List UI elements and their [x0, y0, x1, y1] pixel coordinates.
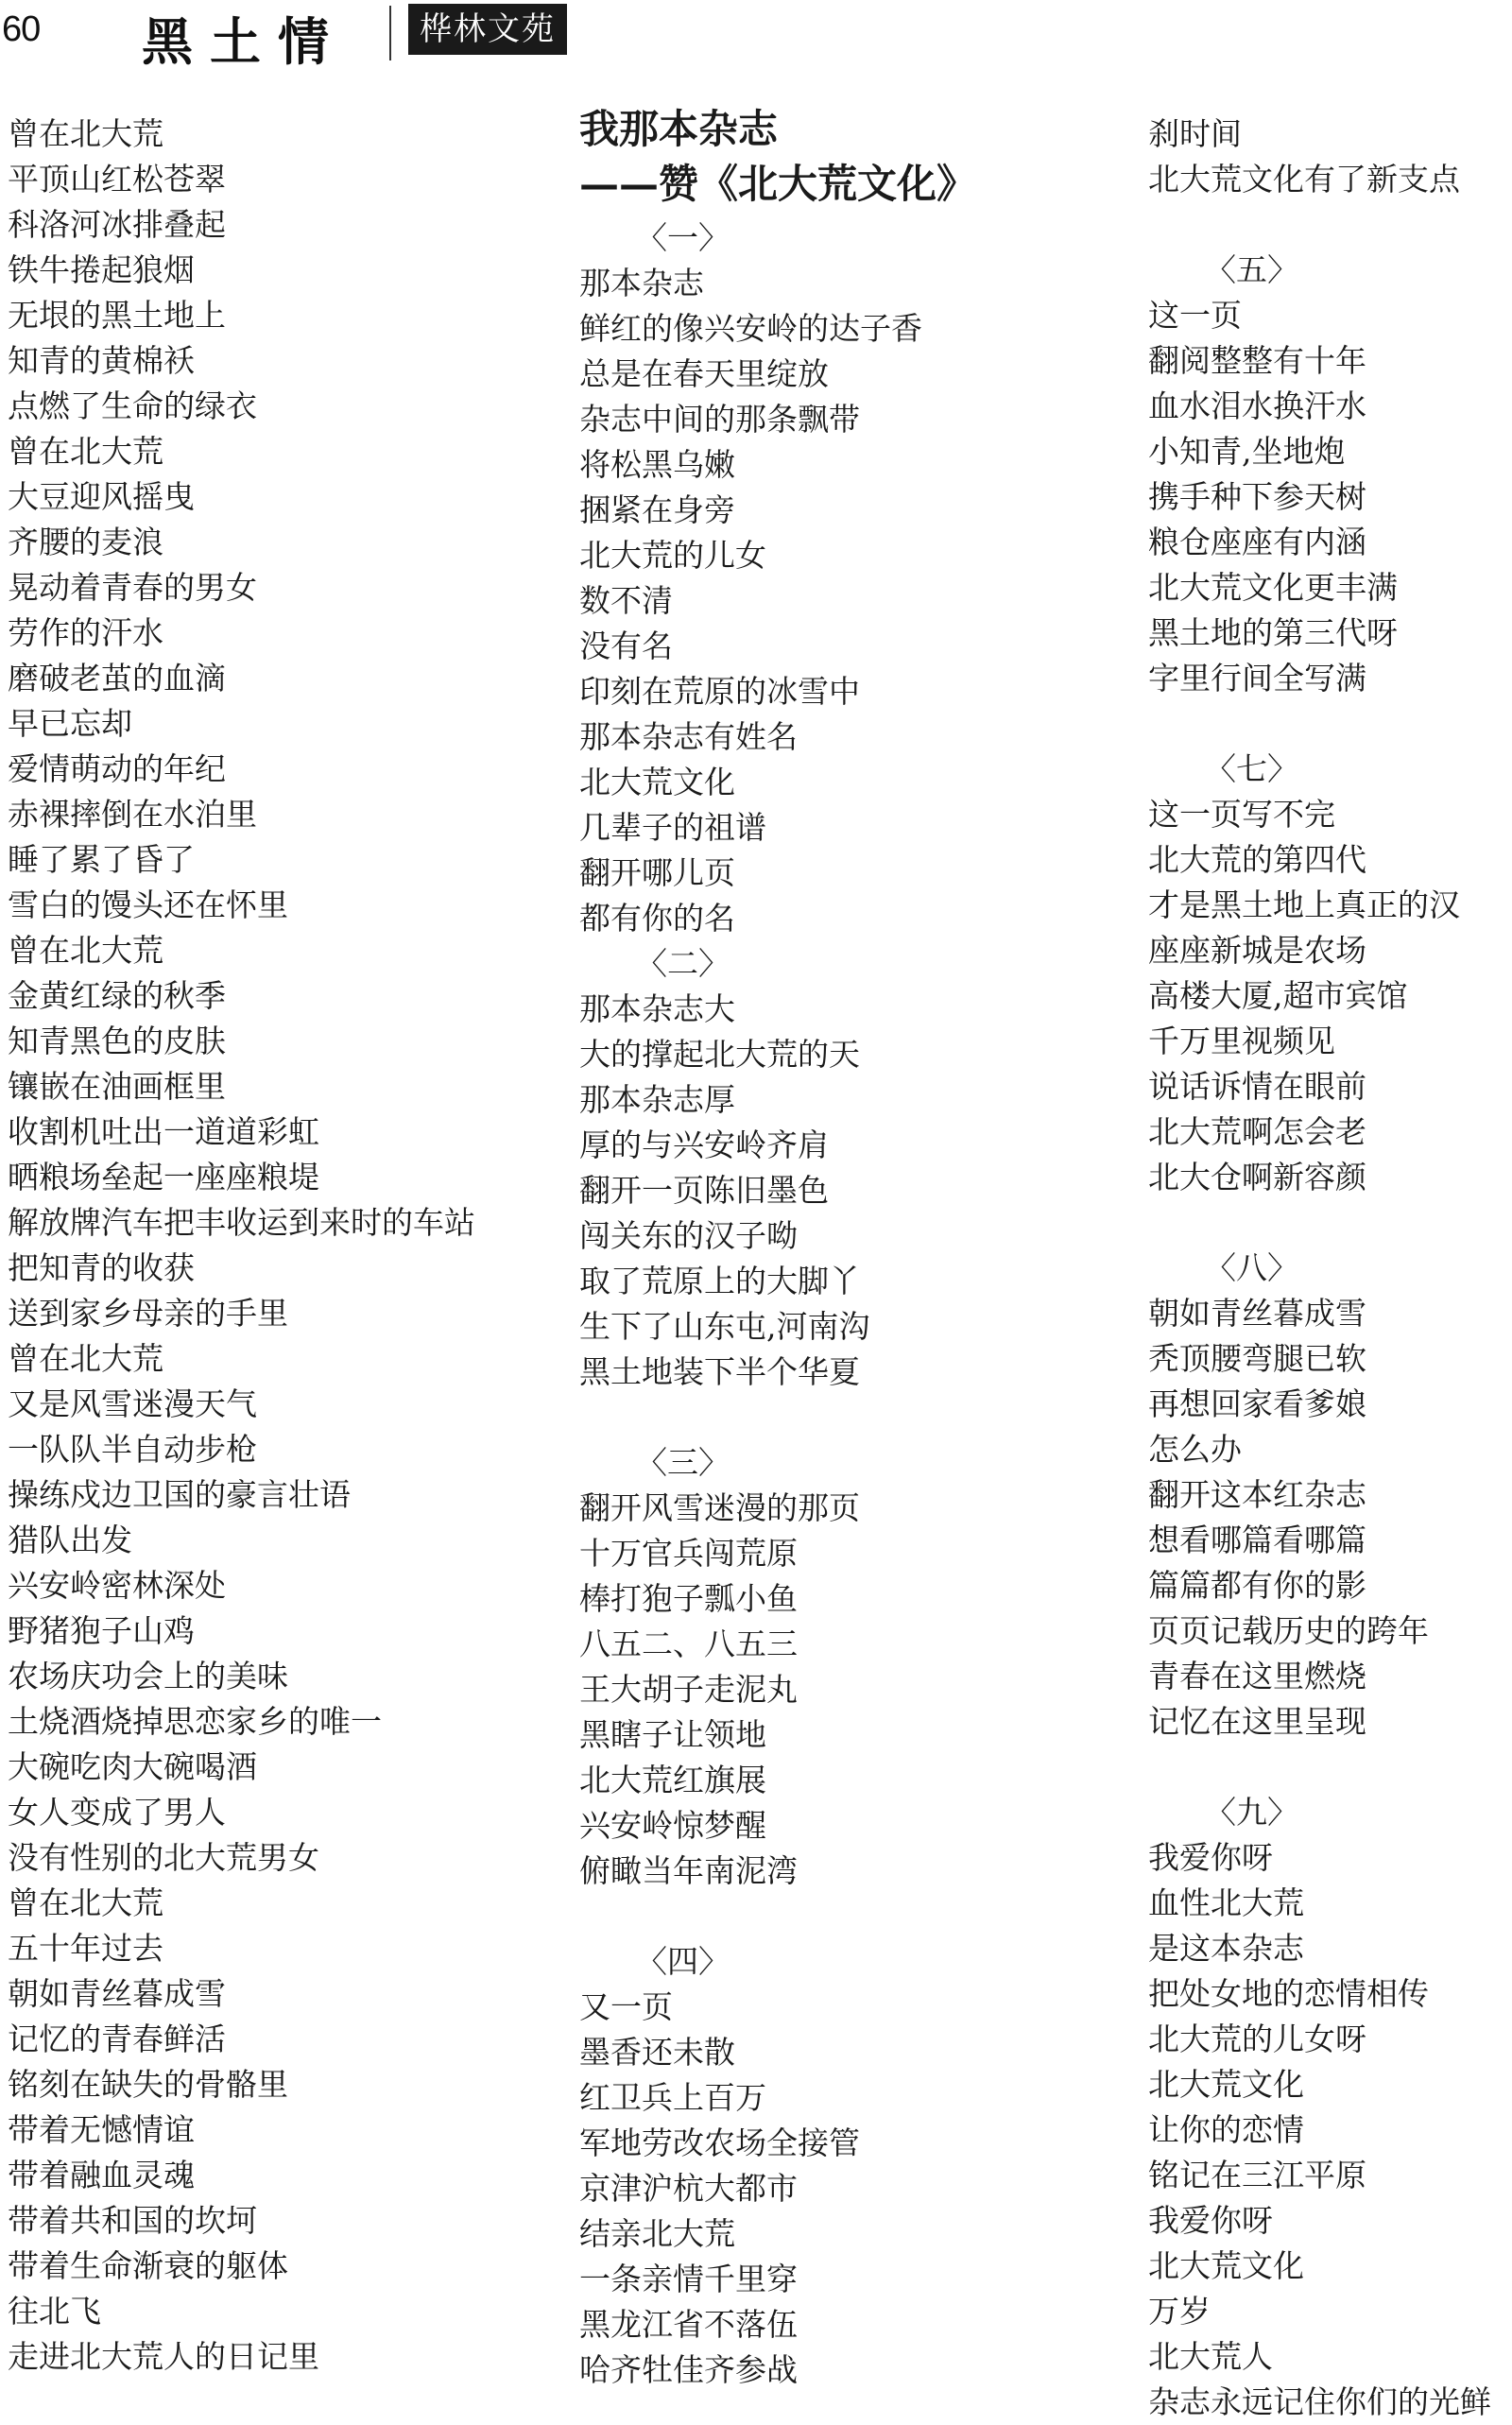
poem-line: 北大荒的儿女呀: [1148, 2021, 1366, 2057]
poem-line: 黑龙江省不落伍: [579, 2306, 798, 2343]
poem-line: 几辈子的祖谱: [579, 809, 766, 846]
stanza-break: [579, 1395, 1118, 1440]
poem-title: 我那本杂志: [579, 106, 779, 152]
poem-title-block: [579, 104, 1118, 215]
stanza-heading: 〈九〉: [1205, 1794, 1298, 1831]
poem-line: 翻开哪儿页: [579, 854, 735, 891]
poem-line: 没有性别的北大荒男女: [8, 1839, 319, 1876]
poem-line: 生下了山东屯,河南沟: [579, 1308, 870, 1345]
poem-line: 带着生命渐衰的躯体: [8, 2247, 288, 2284]
poem-line: 铁牛捲起狼烟: [8, 251, 195, 288]
poem-line: 携手种下参天树: [1148, 478, 1366, 515]
poem-line: 数不清: [579, 582, 673, 619]
poem-line: 都有你的名: [579, 900, 735, 937]
poem-line: 曾在北大荒: [8, 115, 163, 152]
poem-line: 翻阅整整有十年: [1148, 342, 1366, 379]
poem-line: 解放牌汽车把丰收运到来时的车站: [8, 1204, 475, 1241]
poem-line: 知青的黄棉袄: [8, 342, 195, 379]
poem-line: 往北飞: [8, 2293, 101, 2330]
poem-line: 王大胡子走泥丸: [579, 1671, 798, 1708]
poem-line: 让你的恋情: [1148, 2111, 1304, 2148]
poem-line: 劳作的汗水: [8, 614, 163, 651]
poem-line: 知青黑色的皮肤: [8, 1023, 226, 1059]
poem-line: 北大荒人: [1148, 2338, 1273, 2375]
poem-line: 刹时间: [1148, 115, 1242, 152]
poem-line: 再想回家看爹娘: [1148, 1385, 1366, 1422]
poem-line: 大的撑起北大荒的天: [579, 1036, 860, 1073]
poem-line: 赤裸摔倒在水泊里: [8, 796, 257, 833]
poem-line: 杂志永远记住你们的光鲜: [1148, 2383, 1491, 2420]
stanza-heading: 〈四〉: [636, 1943, 730, 1980]
poem-line: 那本杂志厚: [579, 1081, 735, 1118]
poem-line: 晃动着青春的男女: [8, 569, 257, 606]
poem-column-middle: [579, 106, 1118, 2393]
poem-line: 土烧酒烧掉思恋家乡的唯一: [8, 1703, 382, 1740]
stanza-break: [579, 1894, 1118, 1939]
poem-line: 千万里视频见: [1148, 1023, 1335, 1059]
poem-line: 翻开这本红杂志: [1148, 1476, 1366, 1513]
poem-line: 记忆的青春鲜活: [8, 2021, 226, 2057]
poem-line: 带着无憾情谊: [8, 2111, 195, 2148]
poem-line: 金黄红绿的秋季: [8, 977, 226, 1014]
poem-line: 无垠的黑土地上: [8, 297, 226, 334]
poem-line: 兴安岭惊梦醒: [579, 1807, 766, 1844]
poem-line: 军地劳改农场全接管: [579, 2124, 860, 2161]
poem-line: 红卫兵上百万: [579, 2079, 766, 2116]
poem-line: 一条亲情千里穿: [579, 2261, 798, 2297]
poem-line: 曾在北大荒: [8, 1340, 163, 1377]
poem-line: 我爱你呀: [1148, 1839, 1273, 1876]
poem-line: 一队队半自动步枪: [8, 1431, 257, 1468]
poem-line: 十万官兵闯荒原: [579, 1535, 798, 1572]
poem-line: 将松黑乌嫩: [579, 446, 735, 483]
poem-line: 我爱你呀: [1148, 2202, 1273, 2239]
poem-line: 曾在北大荒: [8, 1884, 163, 1921]
poem-line: 曾在北大荒: [8, 932, 163, 969]
poem-line: 又是风雪迷漫天气: [8, 1385, 257, 1422]
poem-line: 厚的与兴安岭齐肩: [579, 1127, 829, 1163]
poem-line: 北大荒的第四代: [1148, 841, 1366, 878]
poem-line: 小知青,坐地炮: [1148, 433, 1346, 470]
poem-line: 页页记载历史的跨年: [1148, 1612, 1429, 1649]
poem-line: 那本杂志有姓名: [579, 718, 798, 755]
poem-line: 黑土地的第三代呀: [1148, 614, 1398, 651]
poem-line: 北大荒文化: [579, 764, 735, 800]
poem-line: 俯瞰当年南泥湾: [579, 1852, 798, 1889]
poem-line: 送到家乡母亲的手里: [8, 1295, 288, 1332]
poem-line: 取了荒原上的大脚丫: [579, 1263, 860, 1299]
poem-line: 篇篇都有你的影: [1148, 1567, 1366, 1604]
poem-line: 总是在春天里绽放: [579, 355, 829, 392]
poem-line: 高楼大厦,超市宾馆: [1148, 977, 1408, 1014]
poem-line: 印刻在荒原的冰雪中: [579, 673, 860, 710]
poem-line: 是这本杂志: [1148, 1930, 1304, 1967]
poem-line: 朝如青丝暮成雪: [1148, 1295, 1366, 1332]
poem-line: 捆紧在身旁: [579, 491, 735, 528]
stanza-heading: 〈一〉: [636, 219, 730, 256]
page-number: 60: [2, 9, 41, 49]
poem-line: 猎队出发: [8, 1522, 132, 1558]
poem-line: 镶嵌在油画框里: [8, 1068, 226, 1105]
poem-line: 早已忘却: [8, 705, 132, 742]
poem-line: 八五二、八五三: [579, 1625, 798, 1662]
poem-line: 血性北大荒: [1148, 1884, 1304, 1921]
poem-line: 座座新城是农场: [1148, 932, 1366, 969]
poem-line: 怎么办: [1148, 1431, 1242, 1468]
poem-line: 把知青的收获: [8, 1249, 195, 1286]
poem-line: 闯关东的汉子呦: [579, 1217, 798, 1254]
poem-line: 北大荒文化更丰满: [1148, 569, 1398, 606]
poem-line: 曾在北大荒: [8, 433, 163, 470]
poem-line: 磨破老茧的血滴: [8, 660, 226, 697]
poem-line: 那本杂志大: [579, 990, 735, 1027]
poem-line: 杂志中间的那条飘带: [579, 401, 860, 438]
poem-line: 没有名: [579, 628, 673, 664]
stanza-heading: 〈七〉: [1205, 750, 1298, 787]
poem-line: 五十年过去: [8, 1930, 163, 1967]
poem-line: 北大荒文化: [1148, 2247, 1304, 2284]
poem-line: 墨香还未散: [579, 2034, 735, 2071]
poem-line: 铭记在三江平原: [1148, 2157, 1366, 2193]
poem-line: 翻开风雪迷漫的那页: [579, 1489, 860, 1526]
poem-line: 大豆迎风摇曳: [8, 478, 195, 515]
poem-line: 青春在这里燃烧: [1148, 1658, 1366, 1694]
poem-line: 京津沪杭大都市: [579, 2170, 798, 2207]
poem-line: 爱情萌动的年纪: [8, 750, 226, 787]
poem-line: 带着共和国的坎坷: [8, 2202, 257, 2239]
page-header: [0, 0, 1512, 72]
poem-line: 字里行间全写满: [1148, 660, 1366, 697]
poem-line: 走进北大荒人的日记里: [8, 2338, 319, 2375]
poem-lines: [579, 215, 1118, 2393]
poem-line: 秃顶腰弯腿已软: [1148, 1340, 1366, 1377]
poem-line: 北大荒文化: [1148, 2066, 1304, 2103]
stanza-break: [1148, 1745, 1507, 1790]
poem-line: 大碗吃肉大碗喝酒: [8, 1748, 257, 1785]
poem-line: 棒打狍子瓢小鱼: [579, 1580, 798, 1617]
poem-line: 点燃了生命的绿衣: [8, 387, 257, 424]
poem-line: 黑瞎子让领地: [579, 1716, 766, 1753]
stanza-break: [1148, 1200, 1507, 1246]
poem-line: 结亲北大荒: [579, 2215, 735, 2252]
poem-line: 想看哪篇看哪篇: [1148, 1522, 1366, 1558]
poem-line: 科洛河冰排叠起: [8, 206, 226, 243]
poem-line: 翻开一页陈旧墨色: [579, 1172, 829, 1209]
poem-line: 铭刻在缺失的骨骼里: [8, 2066, 288, 2103]
poem-line: 农场庆功会上的美味: [8, 1658, 288, 1694]
poem-line: 操练戍边卫国的豪言壮语: [8, 1476, 351, 1513]
poem-line: 朝如青丝暮成雪: [8, 1975, 226, 2012]
stanza-heading: 〈二〉: [636, 945, 730, 982]
poem-line: 北大荒啊怎会老: [1148, 1113, 1366, 1150]
poem-line: 北大荒的儿女: [579, 537, 766, 574]
poem-line: 雪白的馒头还在怀里: [8, 886, 288, 923]
poem-line: 哈齐牡佳齐参战: [579, 2351, 798, 2388]
poem-line: 粮仓座座有内涵: [1148, 524, 1366, 560]
poem-line: 说话诉情在眼前: [1148, 1068, 1366, 1105]
stanza-heading: 〈八〉: [1205, 1249, 1298, 1286]
poem-line: 带着融血灵魂: [8, 2157, 195, 2193]
section-badge: 桦林文苑: [408, 4, 567, 55]
poem-line: 这一页: [1148, 297, 1242, 334]
poem-line: 睡了累了昏了: [8, 841, 195, 878]
poem-line: 齐腰的麦浪: [8, 524, 163, 560]
poem-line: 晒粮场垒起一座座粮堤: [8, 1159, 319, 1195]
poem-column-right: [1148, 112, 1507, 2425]
poem-line: 女人变成了男人: [8, 1794, 226, 1831]
stanza-break: [1148, 701, 1507, 747]
magazine-logo: 黑土情: [142, 11, 346, 72]
poem-line: 又一页: [579, 1988, 673, 2025]
poem-line: 鲜红的像兴安岭的达子香: [579, 310, 922, 347]
poem-line: 这一页写不完: [1148, 796, 1335, 833]
stanza-heading: 〈三〉: [636, 1444, 730, 1481]
poem-line: 黑土地装下半个华夏: [579, 1353, 860, 1390]
poem-line: 收割机吐出一道道彩虹: [8, 1113, 319, 1150]
poem-line: 血水泪水换汗水: [1148, 387, 1366, 424]
poem-subtitle: ——赞《北大荒文化》: [579, 161, 977, 207]
stanza-heading: 〈五〉: [1205, 251, 1298, 288]
poem-line: 万岁: [1148, 2293, 1211, 2330]
poem-column-left: [8, 112, 546, 2380]
poem-line: 把处女地的恋情相传: [1148, 1975, 1429, 2012]
poem-line: 兴安岭密林深处: [8, 1567, 226, 1604]
poem-line: 野猪狍子山鸡: [8, 1612, 195, 1649]
poem-line: 那本杂志: [579, 265, 704, 301]
poem-line: 平顶山红松苍翠: [8, 161, 226, 198]
poem-line: 记忆在这里呈现: [1148, 1703, 1366, 1740]
poem-line: 才是黑土地上真正的汉: [1148, 886, 1460, 923]
stanza-break: [1148, 202, 1507, 248]
poem-line: 北大荒文化有了新支点: [1148, 161, 1460, 198]
poem-line: 北大仓啊新容颜: [1148, 1159, 1366, 1195]
header-divider: [389, 6, 391, 60]
poem-line: 北大荒红旗展: [579, 1762, 766, 1798]
